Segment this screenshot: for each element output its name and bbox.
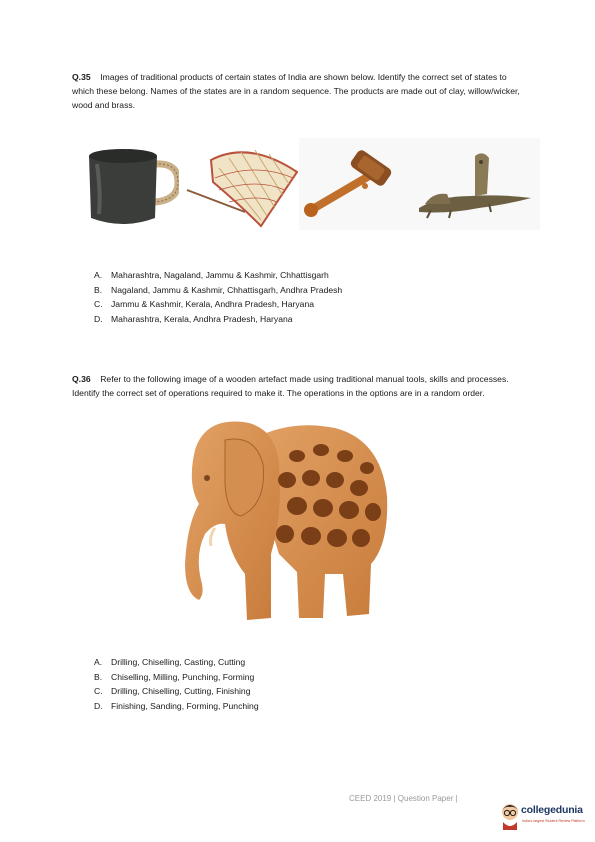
option-b[interactable] xyxy=(94,283,342,298)
option-d[interactable] xyxy=(94,312,342,327)
logo-name: collegedunia xyxy=(521,804,583,816)
option-b[interactable] xyxy=(94,670,259,685)
question-text: Images of traditional products of certain states of India are shown below. Identify the correct set of states to which these belong. Names of the states are in a random sequence. The products are made out of clay, willow/wicker, wood and brass. xyxy=(72,72,520,110)
option-c[interactable] xyxy=(94,684,259,699)
option-letter: C. xyxy=(94,686,103,696)
wooden-elephant-icon xyxy=(175,404,395,636)
option-text: Maharashtra, Kerala, Andhra Pradesh, Haryana xyxy=(111,313,293,324)
option-d[interactable] xyxy=(94,699,259,714)
option-text: Maharashtra, Nagaland, Jammu & Kashmir, Chhattisgarh xyxy=(111,270,329,280)
mascot-icon xyxy=(499,800,521,830)
collegedunia-logo xyxy=(499,800,589,834)
wicker-fan-icon xyxy=(179,138,299,230)
option-letter: B. xyxy=(94,671,103,682)
option-letter: D. xyxy=(94,700,103,711)
option-letter: D. xyxy=(94,313,103,324)
option-letter: B. xyxy=(94,284,103,295)
q36-options xyxy=(94,655,259,713)
brass-crocodile-icon xyxy=(411,138,540,230)
logo-tagline: India's largest Student Review Platform xyxy=(522,819,585,823)
option-c[interactable] xyxy=(94,297,342,312)
option-letter: A. xyxy=(94,657,103,667)
question-number: Q.35 xyxy=(72,72,91,82)
option-text: Drilling, Chiselling, Cutting, Finishing xyxy=(111,686,251,696)
option-a[interactable] xyxy=(94,655,259,670)
product-images xyxy=(79,138,540,230)
option-letter: A. xyxy=(94,270,103,280)
question-text: Refer to the following image of a wooden artefact made using traditional manual tools, skills and processes. Identify the correct set of operations required to make it. The operations in the options are in a random order. xyxy=(72,374,509,398)
page-footer: CEED 2019 | Question Paper | xyxy=(349,794,458,803)
option-text: Nagaland, Jammu & Kashmir, Chhattisgarh, Andhra Pradesh xyxy=(111,284,343,295)
q35-options xyxy=(94,268,342,326)
question-35 xyxy=(72,70,527,112)
wooden-hammer-icon xyxy=(299,138,411,230)
option-a[interactable] xyxy=(94,268,342,283)
question-number: Q.36 xyxy=(72,374,91,384)
option-letter: C. xyxy=(94,299,103,309)
option-text: Chiselling, Milling, Punching, Forming xyxy=(111,671,255,682)
option-text: Jammu & Kashmir, Kerala, Andhra Pradesh, Haryana xyxy=(111,299,315,309)
question-36 xyxy=(72,372,527,400)
option-text: Finishing, Sanding, Forming, Punching xyxy=(111,700,259,711)
clay-mug-icon xyxy=(79,138,179,230)
option-text: Drilling, Chiselling, Casting, Cutting xyxy=(111,657,246,667)
